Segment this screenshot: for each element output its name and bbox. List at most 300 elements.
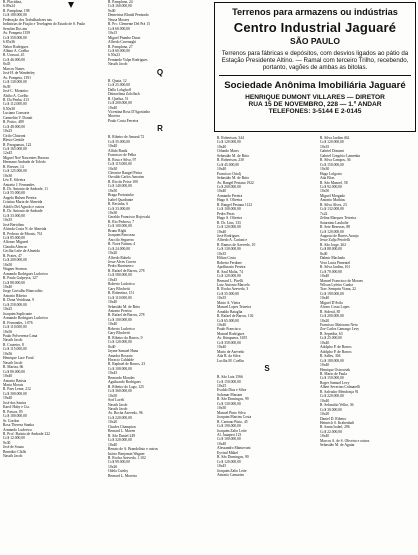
directory-line: 10x30 (320, 167, 330, 172)
directory-line: 10x40 (320, 398, 330, 403)
directory-line: Karol Haby e Cia. (3, 405, 30, 410)
directory-line: Cr.$ 140.000,00 (108, 184, 132, 189)
directory-line: Cr.$ 132.000,00 (320, 207, 344, 212)
directory-line: Bernard L. Moreira (108, 473, 137, 478)
directory-line: Joaquim Martins Costa (217, 415, 252, 420)
directory-line: Mario de Azevedo (217, 349, 245, 354)
directory-line: Abilio A. Coelho (3, 93, 29, 98)
directory-line: R. Saul Malta, 74 (217, 269, 243, 274)
directory-line: Al. Jauaperi 123 (217, 433, 242, 437)
directory-line: R. Cruzeiro, 8 (3, 342, 24, 347)
directory-line: Cr.$ 220.000,00 (320, 394, 344, 399)
directory-line: Cr.$ 190.000,00 (320, 291, 344, 296)
directory-line: Cr.$ 180.000,00 (320, 358, 344, 363)
directory-line: 10x30 (108, 166, 118, 171)
directory-line: Paulo Polverense Lima (3, 333, 38, 338)
directory-line: 10x40 (108, 105, 118, 110)
directory-line: Miguel Noé Nascentes Barroso (3, 155, 50, 160)
directory-line: Benedito Chills (3, 449, 27, 454)
directory-line: Sebastião M. de Aguiar (320, 443, 355, 448)
directory-line: R. São Luiz 1566 (217, 375, 243, 380)
directory-line: R. São Jorge, 262 (320, 242, 347, 247)
directory-line: Isabel Quadrante (108, 197, 134, 202)
directory-line: Orlando Marrs (217, 149, 239, 154)
directory-line: 8x40 (108, 344, 116, 349)
directory-line: Joaquim Zalto Leite (217, 468, 247, 473)
directory-line: Cr.$ 46.000,00 (3, 57, 25, 62)
directory-line: Ada R. da Silva (217, 354, 241, 359)
directory-line: Gary Blochetti (108, 286, 130, 291)
directory-line: R. Salvador Mendonça 91 (320, 389, 359, 394)
directory-line: R. Prates, 47 (3, 253, 22, 258)
directory-line: R. Pamplona, 198 (3, 8, 30, 13)
directory-line: Henrique Ostrowiak (320, 367, 351, 372)
directory-line: Antonio Camarim (217, 473, 244, 478)
directory-line: 10x50 (108, 188, 118, 193)
directory-line: Cr.$ 100.000,00 (217, 207, 241, 212)
directory-line: R. Nova Fatima, 4 (108, 242, 136, 247)
directory-line: 10x25 (217, 384, 227, 389)
directory-line: Antonio Pereira (108, 309, 132, 313)
directory-line: Antonio J. Fernandes (3, 182, 35, 187)
directory-line: R. Mario de Paula (320, 372, 347, 377)
directory-line: Pedro Peras (217, 211, 235, 216)
column-1 (3, 0, 103, 555)
directory-line: Fernando Volpe Rodrigues (108, 57, 148, 62)
directory-line: Alfredo Rabelo (108, 255, 131, 260)
directory-line: Cr.$ 60.000,00 (108, 48, 130, 53)
directory-line: José H. de Wanderley (3, 71, 35, 76)
directory-line: Cr.$ 60.000,00 (108, 26, 130, 31)
directory-line: 10x56 (3, 329, 13, 334)
directory-line: Braga Portosinho (108, 193, 134, 198)
directory-line: Wilson Lyfeiro Cunha (320, 282, 353, 287)
directory-line: 10x15 (108, 31, 118, 36)
directory-line: 10x40 (3, 396, 13, 401)
directory-line: 10x40 (108, 322, 118, 327)
directory-line: Cr.$ 130.000,00 (3, 80, 27, 85)
directory-line: R. Paulo Gulpeyra, 127 (3, 276, 38, 281)
directory-line: Paulo Costa Ferreira (108, 118, 139, 123)
directory-line: Hermano Andrade de Toledo (3, 160, 46, 165)
directory-line: Cr.$ 350.000,00 (217, 340, 241, 345)
directory-line: 6.85x36 (3, 40, 15, 45)
directory-line: R. Rafael de Barros, 102 (217, 314, 254, 319)
directory-line: R. Potiro, 489 (3, 120, 24, 125)
directory-line: R. Rocha Azevedo, 3 (217, 287, 249, 292)
directory-line: 10x40 (217, 189, 227, 194)
ad-body: Terrenos para fábricas e depósitos, com desvios ligados ao pátio da Estação Presidente Altino. — Ramal com terceiro Trilho, recebendo, portanto, vagões de ambas as bitolas. (221, 50, 409, 72)
directory-line: 10x40 (217, 167, 227, 172)
directory-line: R. Rafael de Barros, 278 (108, 268, 145, 273)
directory-line: Sebastião M. de Brito (217, 176, 250, 181)
directory-line: 10x30 (3, 173, 13, 178)
directory-line: Cr.$ 22.000,00 (320, 429, 342, 434)
directory-line: Alessandro Mantovani (217, 446, 251, 451)
directory-line: Amador Rossato (108, 353, 133, 358)
directory-line: 10x40 (320, 274, 330, 279)
directory-line: Blesio Gentile (3, 138, 25, 143)
directory-line: Albino A. Coelho (3, 48, 30, 53)
ad-director: HENRIQUE DUMONT VILLARES — DIRETOR (245, 93, 385, 101)
directory-line: Manoel Pinto Silva (217, 410, 246, 415)
directory-line: 8.50x30 (3, 106, 15, 111)
directory-line: Gary Blochetti (108, 331, 130, 336)
directory-line: Nassib Jacob (3, 360, 23, 365)
directory-line: 6.50x23 (108, 53, 120, 58)
directory-line: Zelina Marques Teixeira (320, 216, 357, 221)
directory-line: Cr.$ 120.000,00 (217, 274, 241, 279)
directory-line: 10x40 (320, 340, 330, 345)
directory-line: Cr.$ 35.000,00 (217, 291, 239, 296)
directory-line: Cr.$ 320.000,00 (108, 438, 132, 443)
column-3 (217, 136, 317, 555)
directory-line: 10x20 (320, 412, 330, 417)
directory-line: Cr.$ 24.000,00 (108, 246, 130, 251)
directory-line: 10x45 (108, 371, 118, 376)
directory-line: Miguel D'Avila (320, 300, 343, 305)
directory-line: Cr.$ 80.000,00 (3, 369, 25, 374)
directory-line: Sebastião M. de Brito (108, 304, 141, 309)
directory-line: Cr.$ 30.000,00 (320, 407, 342, 412)
directory-line: 10x35 (217, 251, 227, 256)
directory-line: Osvaldo Carlos Amorim (108, 175, 145, 180)
directory-line: Adolpho P. de Barros (320, 345, 352, 350)
directory-line: Adolfo Del Agnolo e outros (3, 204, 45, 209)
directory-line: Cr.$ 250.000,00 (3, 302, 27, 307)
directory-line: R. Sideral, 85 (320, 309, 341, 314)
directory-line: R. Rafael de Barros, 278 (108, 313, 145, 318)
directory-line: Cr.$ 112.000,00 (3, 102, 27, 107)
directory-line: 9x40 (108, 8, 116, 13)
directory-line: R. Sepetiba, 63 (320, 331, 343, 336)
directory-line: Cr.$ 100.000,00 (108, 366, 132, 371)
directory-line: Joaquim Suplicante (3, 311, 32, 316)
directory-line: José C. Monteiro (3, 89, 29, 94)
directory-line: Saturnino Laubolte (320, 220, 349, 225)
directory-line: R. Urussui, 45 (3, 53, 25, 58)
directory-line: Cr.$ 110.000,00 (3, 325, 27, 330)
directory-line: Cr.$ 110.000,00 (108, 295, 132, 300)
directory-line: 10x25 (3, 307, 13, 312)
directory-line: Odela Cuisby (108, 469, 129, 474)
directory-line: Rosa Theresa Stanka (3, 423, 34, 428)
directory-line: Cr.$ 180.000,00 (3, 414, 27, 419)
directory-line: Claudia Alencar (3, 244, 27, 249)
advertisement-box (214, 2, 416, 132)
directory-line: Francisco Ortolj (217, 171, 242, 176)
directory-line: R. Caetano Pinto, 45 (217, 419, 248, 424)
directory-line: R. Robertson, 230 (217, 158, 244, 163)
directory-line: R. Placidina, (3, 0, 22, 4)
directory-line: Arnaldo Bataglia (217, 309, 243, 314)
directory-line: Anccilo Seguerro (108, 237, 134, 242)
directory-line: Alvaro Costa Lopes (320, 305, 350, 310)
directory-line: Cr.$ 120.000,00 (108, 340, 132, 345)
directory-line: R. Fernandes, 1.076 (3, 320, 33, 325)
directory-line: Inácio Benjamin Wagner (108, 451, 145, 456)
directory-line: 8x39 (3, 84, 11, 89)
directory-line: R. Rosa e Silva, 97 (108, 157, 137, 162)
directory-line: Joaquim Pancosso (108, 233, 136, 238)
directory-line: Marcos A. de S. Oliveira e outros (320, 438, 370, 443)
directory-line: Cr.$ 220.000,00 (108, 415, 132, 420)
directory-line: Cr.$ 120.000,00 (320, 229, 344, 234)
directory-line: 10x40 (320, 363, 330, 368)
directory-line: Cr.$ 25.000,00 (108, 83, 130, 88)
directory-line: Aguiluardo Rodrigues (108, 380, 141, 385)
directory-line: Francisco de Pelba (108, 153, 136, 158)
directory-line: 10x20 (108, 251, 118, 256)
directory-line: Cr.$ 33.000,00 (3, 213, 25, 218)
directory-line: Cr.$ 33.000,00 (108, 206, 130, 211)
directory-line: Cr.$ 25.000,00 (320, 336, 342, 341)
directory-line: 10x35 (3, 218, 13, 223)
directory-line: 6.09x24 (3, 4, 15, 9)
directory-line: R. Ribeiro do Barros, 9 (108, 335, 143, 340)
directory-line: Alfredo Cavenaghi (108, 40, 137, 45)
directory-line: Cr.$ 120.000,00 (320, 140, 344, 145)
directory-line: Cr.$ 99.000,00 (108, 460, 130, 465)
section-letter: R (157, 124, 163, 134)
directory-line: Trav. Semprin Viana, 22 (320, 287, 356, 292)
directory-line: R. Pedroso de Morais, 761 (3, 231, 43, 236)
directory-line: Nassib Jacob (108, 402, 128, 407)
directory-line: 10x40 (3, 285, 13, 289)
directory-line: Roberto Ferdone (217, 260, 242, 265)
directory-line: Pedro Barristerro (108, 264, 134, 269)
directory-line: R. Dr. Lins, 133 (217, 220, 241, 225)
directory-line: 10x40 (320, 434, 330, 439)
directory-line: R. São Daniel 249 (108, 433, 136, 438)
directory-line: Neusa Moraes (108, 17, 130, 22)
ad-divider (219, 75, 411, 76)
directory-line: Angela Hulsen Pereira (3, 195, 37, 200)
directory-line: Cirilo Chiaroni (3, 133, 26, 138)
directory-line: 10x35 (320, 144, 330, 149)
directory-line: 10x56 (3, 351, 13, 356)
directory-line: José Rodrigues (217, 233, 240, 238)
directory-line: Cr.$ 200.000,00 (3, 258, 27, 263)
directory-line: R. Rio do Peixe 100 (108, 179, 138, 184)
directory-line: Cr.$ 12.000,00 (3, 436, 25, 441)
directory-line: Nassib Jacob (108, 406, 128, 411)
directory-line: Solomar Mariam (217, 392, 243, 397)
directory-line: Albert Severino Colmarelli (320, 385, 361, 390)
directory-line: Evaldo Dias e Silva (217, 388, 247, 393)
directory-line: Eyvind Mäkel (217, 450, 238, 455)
directory-line: R. Quata, 12 (108, 78, 127, 83)
directory-line: Cr.$ 70.000,00 (320, 269, 342, 274)
directory-line: Miguel Morgado (320, 193, 346, 198)
section-letter: Q (156, 67, 164, 77)
directory-line: Indústrias de Fiação e Tecelagem do Estado de S. Paulo (3, 22, 86, 27)
directory-line: Bernard L. Pirelli (217, 278, 243, 283)
directory-line: José dos Santos (3, 400, 27, 405)
directory-line: R. São Domingos, 90 (217, 455, 249, 460)
directory-line: Av. Pompeia, 1391 (3, 75, 31, 80)
directory-line: Cr.$ 200.000,00 (320, 314, 344, 319)
ad-society: Sociedade Anônima Imobiliária Jaguaré (224, 79, 406, 91)
directory-line: Moreira (108, 114, 120, 119)
directory-line: 9x30 (3, 440, 11, 445)
ad-company: Centro Industrial Jaguaré (233, 20, 397, 35)
directory-line: R. Robertina, 151 (108, 291, 135, 296)
column-2 (108, 0, 212, 555)
directory-line: 10x30 (108, 211, 118, 216)
directory-line: Cr.$ 45.000,00 (217, 162, 239, 167)
directory-line: Sebastião M. de Brito (217, 153, 250, 158)
directory-line: 10x40 (217, 229, 227, 234)
directory-line: Demetrius Blondi Penteado (108, 13, 149, 18)
directory-line: Cr.$ 125.000,00 (3, 169, 27, 174)
directory-line: Renato de A. Brandolisio e outros (108, 447, 158, 452)
directory-line: 10x30 (217, 406, 227, 411)
directory-line: R. Prc. Clemente Del Prá 13 (108, 22, 150, 27)
directory-line: 10x35 (217, 296, 227, 301)
directory-line: R. Salles, 304 (320, 354, 341, 359)
directory-line: Cr.$ 100.000,00 (217, 437, 241, 442)
directory-line: Vicentina Rosa D'Agostinho (108, 109, 151, 114)
directory-line: Nabor Rodrigues (3, 44, 29, 49)
directory-line: Zoe Carlos Camargo Levy (320, 327, 360, 332)
directory-line: 10x40 (108, 144, 118, 149)
directory-line: Jesse Zulju Peiofelli (320, 238, 350, 243)
directory-line: R. Rio Pedroso, 7 (108, 219, 135, 224)
directory-line: Av. Ibirapuera, 1655 (217, 336, 248, 341)
directory-line: Sorf Loreli (108, 398, 125, 403)
directory-line: R. Dona Veridiana, 9 (3, 298, 34, 303)
directory-line: Jorge Carvalho Biancodito (3, 289, 43, 294)
directory-line: Nassib Jacob (3, 338, 23, 343)
directory-line: R. Passos, 85 (3, 409, 23, 414)
directory-line: Ada Elias (320, 176, 335, 181)
directory-line: Cr.$ 130.000,00 (217, 401, 241, 406)
directory-line: R. Dr. Antonio de Andrade, 11 (3, 187, 48, 192)
directory-line: Cr.$ 300.000,00 (3, 391, 27, 396)
directory-line: Henrique Lace Foral (3, 356, 34, 361)
directory-line: Deinaclima Zalcflack (108, 92, 140, 97)
ad-city: SÃO PAULO (290, 36, 340, 46)
directory-line: R. Ribeiro de Amaral 72 (108, 135, 145, 140)
directory-line: Cleonice Rangel Pietra (108, 170, 142, 175)
directory-line: R. Rangel Pestana 1122 (217, 202, 253, 207)
directory-line: Alcinda Costa N. de Almeida (3, 227, 47, 232)
directory-line: Hugo S. Oliveira (217, 216, 243, 221)
directory-line: Maria Morais (3, 382, 24, 387)
directory-line: Antonio Ribeiro (3, 293, 28, 298)
directory-line: Cr.$ 350.000,00 (3, 35, 27, 40)
directory-line: Mario A. Vieira (217, 300, 241, 305)
ad-title: Terrenos para armazens ou indústrias (232, 7, 398, 17)
directory-line: Gabriel Gregório Lamenha (320, 153, 360, 158)
ad-phones: TELEFONES: 3-5144 E 2-0145 (268, 108, 362, 116)
directory-line: Wagner Sternon (3, 267, 27, 272)
directory-line: R. Bresser, 14 (3, 164, 24, 169)
directory-line: 12x45 (3, 151, 13, 156)
directory-line: Sr. Gordon (3, 418, 20, 423)
directory-line: 10x45 (108, 277, 118, 282)
directory-line: R. Silva Jardim, 161 (320, 265, 351, 270)
directory-line: Cr.$ 150.000,00 (217, 379, 241, 384)
directory-line: 8x40 (320, 251, 328, 256)
directory-line: Cr.$ 190.000,00 (217, 424, 241, 429)
directory-line: Joaquim Zalto Leite (217, 428, 247, 433)
directory-line: R. Paraguassu, 122 (3, 142, 32, 147)
directory-line: R. Silva Campos, 36 (320, 158, 351, 163)
directory-line: R. Sete Bezerras, 88 (320, 225, 351, 230)
directory-line: 10x25 (3, 129, 13, 134)
directory-line: R. Robertson, 344 (217, 136, 244, 140)
directory-line: Av. Pompeia 1359 (3, 31, 31, 36)
directory-line: R. Ramos de Azevedo, 10 (217, 242, 256, 247)
directory-line: Cr.$ 100.000,00 (108, 317, 132, 322)
directory-line: Roger Samuel Levy (320, 380, 350, 385)
directory-line: Cr.$ 115.000,00 (108, 162, 132, 167)
directory-line: Manoel Rodrigues (217, 331, 245, 336)
directory-line: Luciano Consorte (3, 111, 30, 116)
directory-line: 10x50 (3, 262, 13, 267)
directory-line: Francisco Maiorano Neto (320, 323, 358, 328)
directory-line: Hugo Lolgorio (320, 171, 343, 176)
directory-line: Daniel D. Ribeiro (320, 416, 347, 421)
directory-line: Cr.$ 580.000,00 (108, 273, 132, 278)
directory-line: Paulo Francisco (217, 327, 241, 332)
directory-line: Armando Rodrigues Ludovico (3, 271, 49, 276)
directory-line: Dallo Lobghoff (108, 87, 131, 92)
directory-line: 10x50 (320, 189, 330, 194)
directory-line: R. Prof. Batista de Andrade 222 (3, 431, 51, 436)
directory-line: 10x45 (217, 464, 227, 469)
directory-line: R. Ribeiro do Lago, 125 (108, 384, 144, 389)
directory-line: R. Raphael de Barros, 23 (108, 362, 146, 367)
directory-line: R. Sebastião Velho, 36 (320, 403, 354, 408)
directory-line: R. Dr. Antonio de Andrade (3, 209, 43, 214)
directory-line: José de Souza (3, 445, 24, 450)
directory-line: R. Santa Isabel, 296 (320, 425, 350, 430)
directory-line: Dalmir Machado (320, 256, 346, 261)
directory-line: Av. Rocha Azevedo, 96 (108, 411, 143, 416)
directory-line: 10x40 (217, 345, 227, 350)
directory-line: Cr.$ 130.000,00 (217, 247, 241, 252)
directory-line: Cr.$ 100.000,00 (108, 224, 132, 229)
directory-line: Cr.$ 200.000,00 (108, 101, 132, 106)
directory-line: Cr.$ 48.000,00 (3, 124, 25, 129)
directory-line: 10x40 (217, 441, 227, 446)
directory-line: Armando Pereira (217, 193, 243, 198)
directory-line: Cr.$ 65.000,00 (217, 318, 239, 323)
directory-line: Roberto Ludovico (108, 282, 135, 287)
directory-line: 10x40 (108, 300, 118, 305)
directory-line: Jesse Alves Correa (108, 260, 136, 265)
directory-line: Bernardo Morales (108, 375, 135, 380)
directory-line: Hilton Costa (217, 256, 236, 261)
directory-line: Geraldo Francisco Rojowski (108, 215, 151, 220)
directory-line: Alfredo A. Cariani e (217, 238, 248, 243)
directory-line: R. Da Penha, 413 (3, 97, 29, 102)
directory-line: Cr.$ 88.000,00 (320, 247, 342, 252)
section-letter: S (264, 364, 270, 374)
directory-line: Cr.$ 200.000,00 (217, 184, 241, 189)
directory-line: Léo E. Silveira (3, 178, 26, 183)
directory-line: R. Recinha, 6 (108, 202, 129, 207)
directory-line: R. Rocha Azevedo, 1.102 (108, 455, 146, 460)
directory-line: Cr.$ 92.000,00 (320, 184, 342, 189)
directory-line: R. Paes Leme, 212 (3, 387, 31, 392)
directory-line: 10x40 (320, 296, 330, 301)
directory-line: Manoel Francisco de Moraes (320, 278, 363, 283)
directory-line: Cr.$ 115.000,00 (3, 347, 27, 352)
